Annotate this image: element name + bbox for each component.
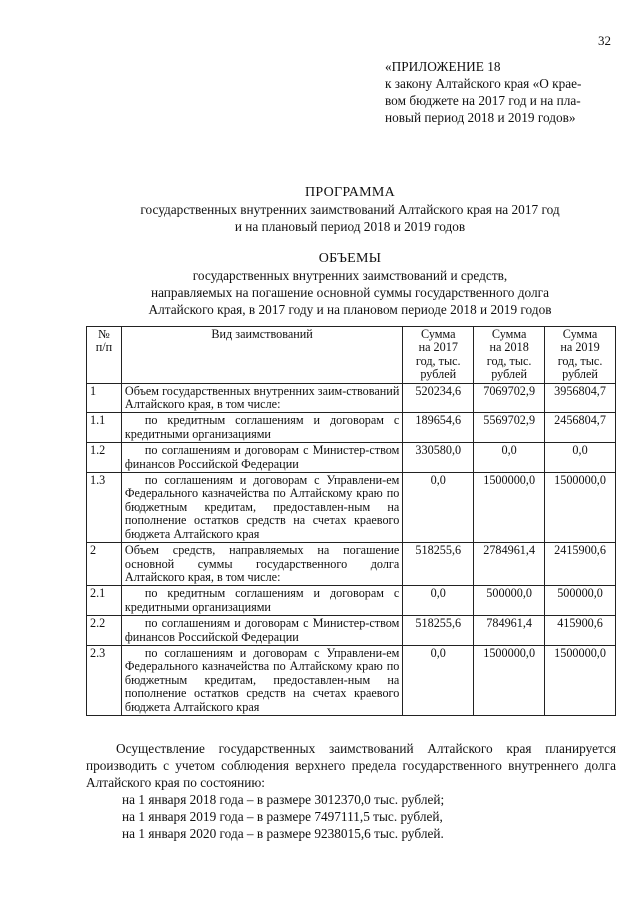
program-title: ПРОГРАММА [304,185,396,200]
table-row [87,586,616,616]
row-sum-2018: 7069702,9 [474,383,545,413]
volumes-subtitle-line: направляемых на погашение основной суммы государственного долга [150,285,550,300]
row-number: 1.2 [87,443,122,473]
row-borrowing-type: по кредитным соглашениям и договорам с кредитными организациями [121,413,402,443]
row-sum-2019: 3956804,7 [545,383,616,413]
row-sum-2019: 2415900,6 [545,543,616,586]
row-sum-2019: 0,0 [545,443,616,473]
row-sum-2019: 1500000,0 [545,473,616,543]
volumes-subtitle-line: государственных внутренних заимствований и средств, [192,268,508,283]
header-number: № п/п [87,327,122,384]
row-borrowing-type: Объем средств, направляемых на погашение основной суммы государственного долга Алтайского края, в том числе: [121,543,402,586]
row-sum-2017: 518255,6 [403,616,474,646]
debt-limit-item: на 1 января 2018 года – в размере 3012370,0 тыс. рублей; [122,792,445,807]
header-sum-2019: Сумма на 2019 год, тыс. рублей [545,327,616,384]
row-number: 2.2 [87,616,122,646]
table-row [87,645,616,715]
debt-limit-item: на 1 января 2020 года – в размере 9238015,6 тыс. рублей. [122,826,444,841]
row-number: 1 [87,383,122,413]
program-subtitle-line: и на плановый период 2018 и 2019 годов [234,219,466,234]
debt-limit-item: на 1 января 2019 года – в размере 7497111,5 тыс. рублей, [122,809,443,824]
conclusion-block [86,740,616,842]
row-sum-2019: 2456804,7 [545,413,616,443]
row-number: 2.3 [87,645,122,715]
row-sum-2019: 1500000,0 [545,645,616,715]
row-sum-2018: 2784961,4 [474,543,545,586]
table-row [87,543,616,586]
program-subtitle-line: государственных внутренних заимствований Алтайского края на 2017 год [140,202,560,217]
row-borrowing-type: по соглашениям и договорам с Министер-ством финансов Российской Федерации [121,616,402,646]
row-borrowing-type: Объем государственных внутренних заим-ствований Алтайского края, в том числе: [121,383,402,413]
row-number: 2 [87,543,122,586]
row-borrowing-type: по соглашениям и договорам с Управлени-ем Федерального казначейства по Алтайскому краю по бюджетным кредитам, предоставлен-ным на пополнение остатков средств на счетах краевого бюджета Алтайского края [121,473,402,543]
row-number: 1.1 [87,413,122,443]
table-row [87,616,616,646]
appendix-line: к закону Алтайского края «О крае- [385,76,582,91]
row-sum-2018: 784961,4 [474,616,545,646]
conclusion-paragraph: Осуществление государственных заимствований Алтайского края планируется производить с учетом соблюдения верхнего предела государственного внутреннего долга Алтайского края по состоянию: [86,741,616,790]
row-sum-2017: 0,0 [403,586,474,616]
appendix-line: новый период 2018 и 2019 годов» [385,110,576,125]
volumes-subtitle-line: Алтайского края, в 2017 году и на плановом периоде 2018 и 2019 годов [148,302,552,317]
row-sum-2017: 520234,6 [403,383,474,413]
row-sum-2017: 518255,6 [403,543,474,586]
appendix-line: вом бюджете на 2017 год и на пла- [385,93,581,108]
header-borrowing-type: Вид заимствований [121,327,402,384]
row-sum-2019: 415900,6 [545,616,616,646]
row-sum-2019: 500000,0 [545,586,616,616]
program-heading [60,184,640,235]
row-sum-2017: 189654,6 [403,413,474,443]
row-number: 2.1 [87,586,122,616]
row-sum-2018: 500000,0 [474,586,545,616]
header-sum-2018: Сумма на 2018 год, тыс. рублей [474,327,545,384]
row-sum-2017: 330580,0 [403,443,474,473]
table-row [87,443,616,473]
appendix-line: «ПРИЛОЖЕНИЕ 18 [385,59,501,74]
row-borrowing-type: по соглашениям и договорам с Управлени-ем Федерального казначейства по Алтайскому краю по бюджетным кредитам, предоставлен-ным на пополнение остатков средств на счетах краевого бюджета Алтайского края [121,645,402,715]
row-sum-2018: 1500000,0 [474,473,545,543]
volumes-title: ОБЪЕМЫ [318,251,382,266]
row-sum-2017: 0,0 [403,645,474,715]
row-sum-2018: 0,0 [474,443,545,473]
table-row [87,383,616,413]
table-row [87,473,616,543]
appendix-block [385,58,617,126]
row-number: 1.3 [87,473,122,543]
table-header-row [87,327,616,384]
row-borrowing-type: по соглашениям и договорам с Министер-ством финансов Российской Федерации [121,443,402,473]
volumes-heading [60,250,640,318]
table-row [87,413,616,443]
row-sum-2017: 0,0 [403,473,474,543]
row-sum-2018: 1500000,0 [474,645,545,715]
row-sum-2018: 5569702,9 [474,413,545,443]
header-sum-2017: Сумма на 2017 год, тыс. рублей [403,327,474,384]
page-number: 32 [598,33,611,48]
row-borrowing-type: по кредитным соглашениям и договорам с кредитными организациями [121,586,402,616]
borrowing-table [86,326,616,716]
